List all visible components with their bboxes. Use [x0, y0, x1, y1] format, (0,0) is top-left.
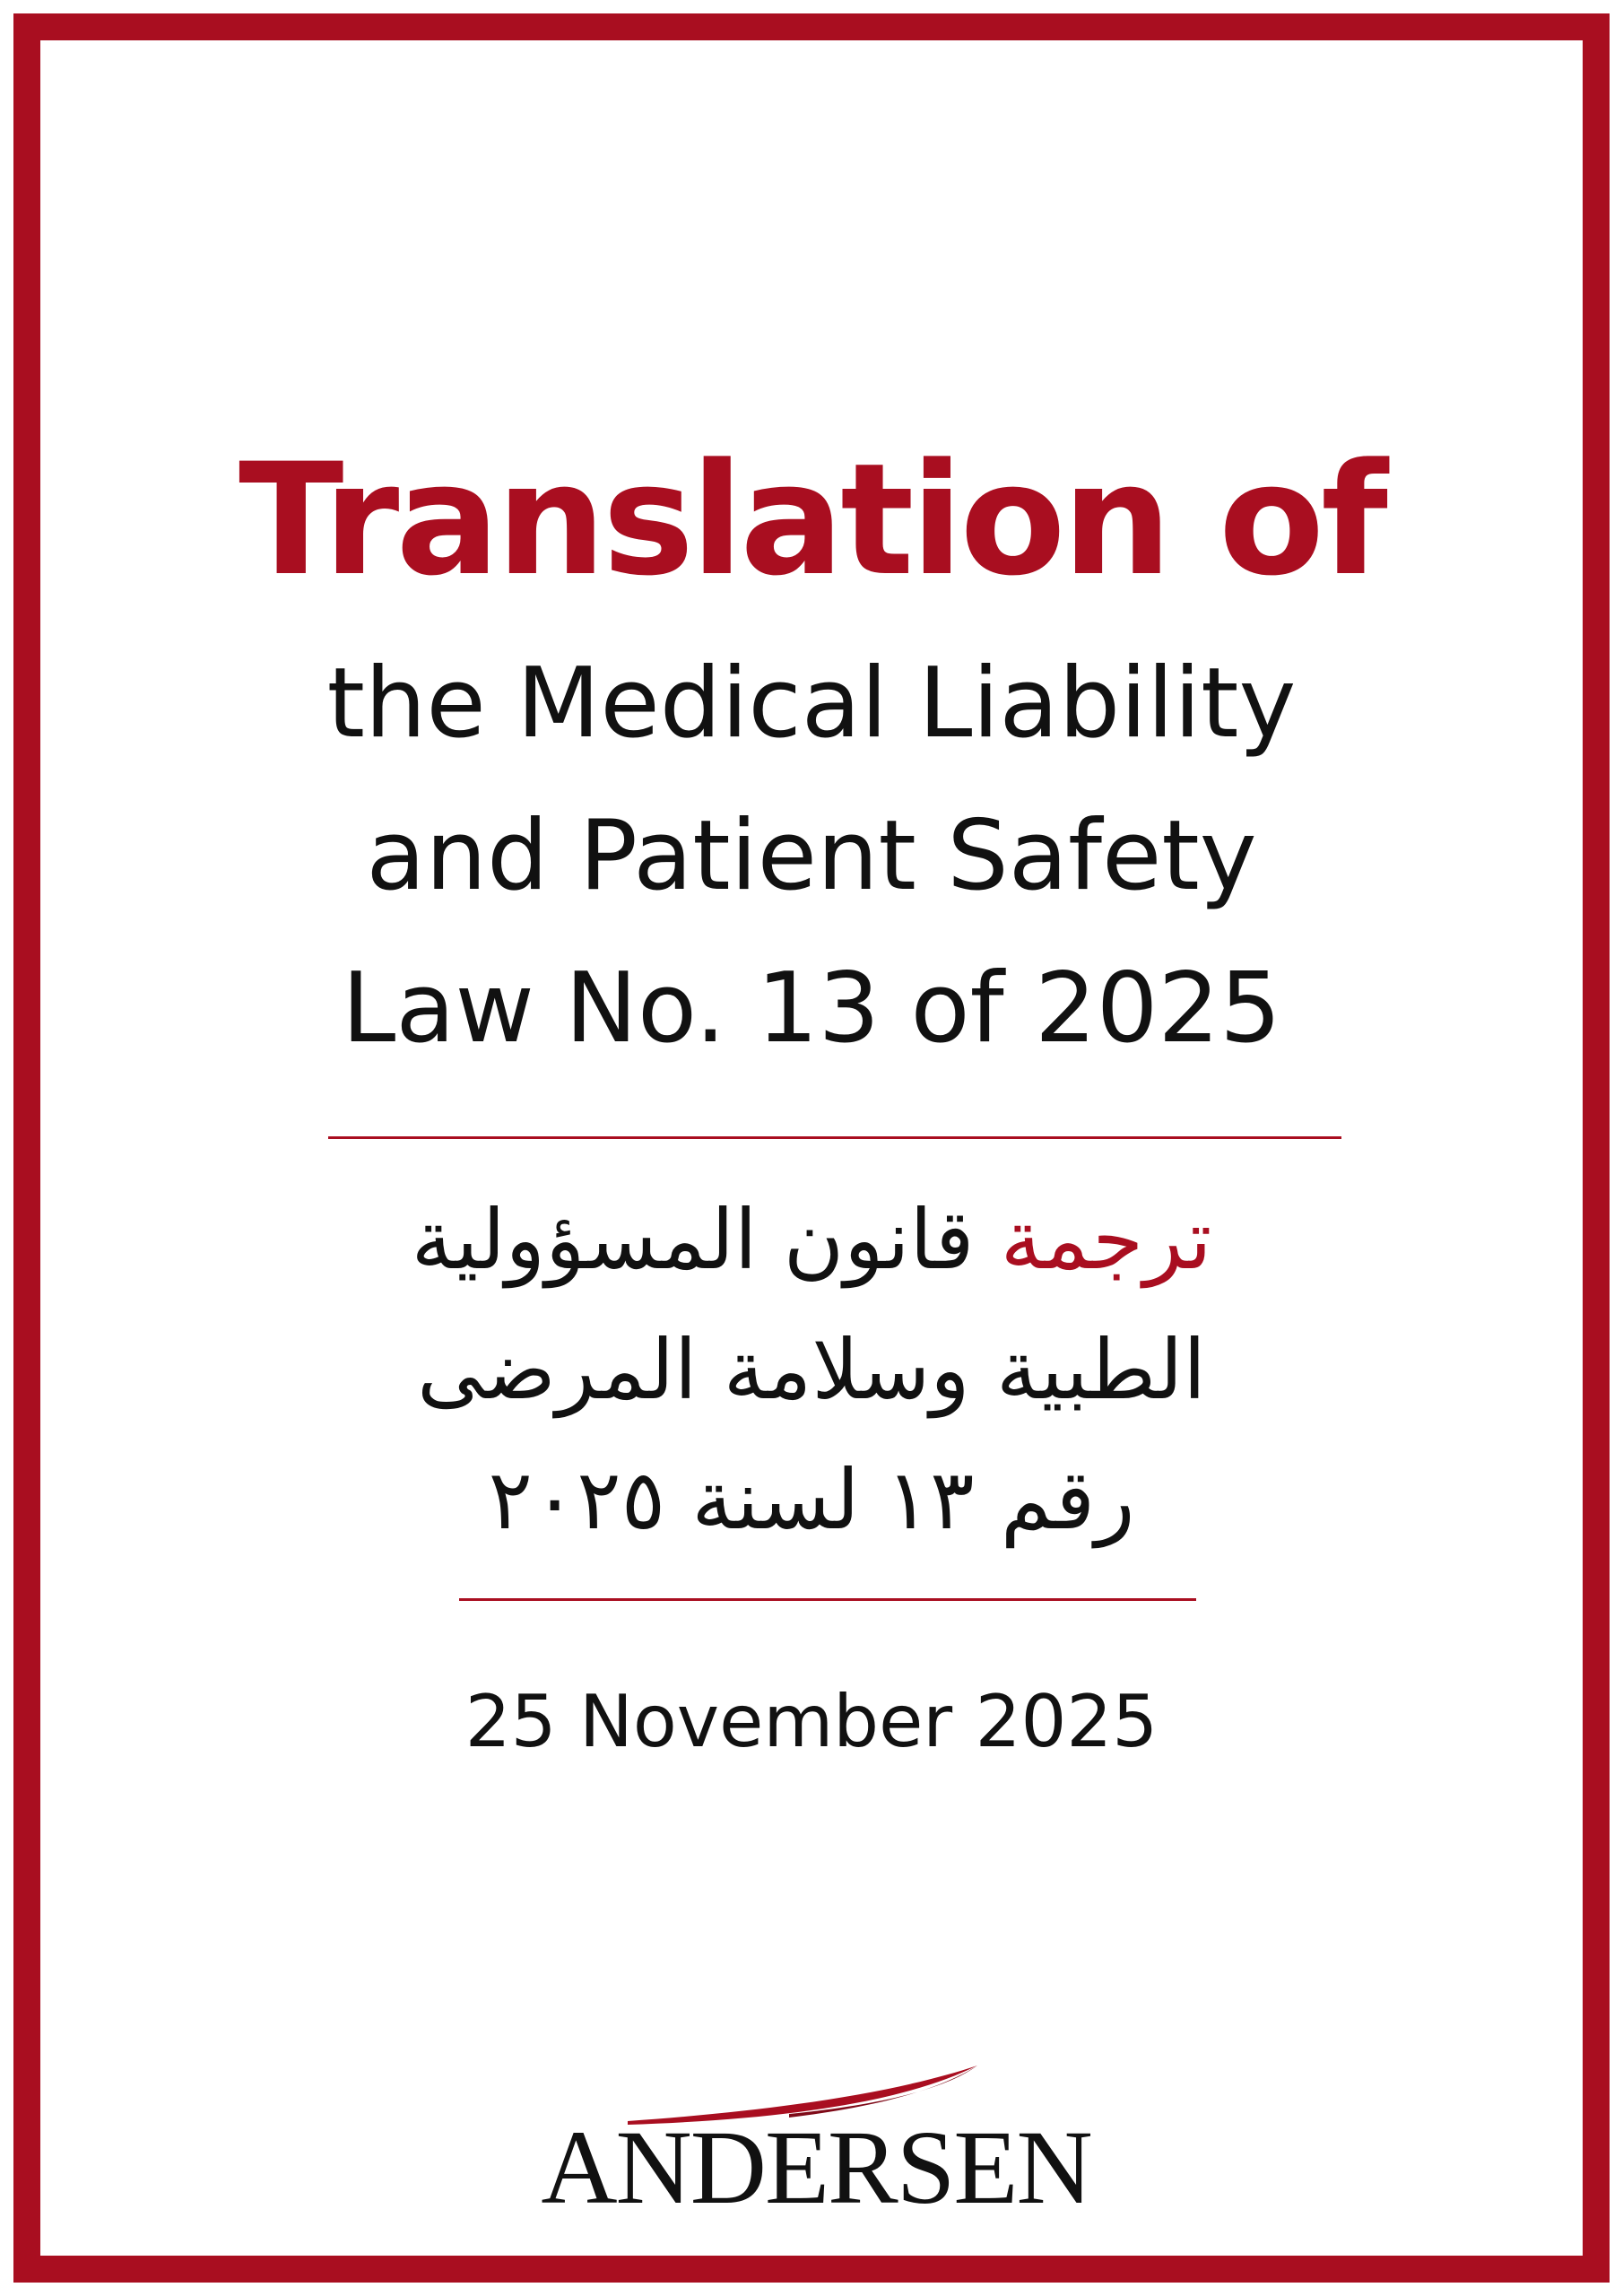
arabic-title-line-1 [0, 1175, 1623, 1305]
divider-top [328, 1136, 1341, 1139]
subtitle-line-3: Law No. 13 of 2025 [342, 952, 1281, 1065]
subtitle-line-1: the Medical Liability [326, 648, 1297, 760]
logo-wordmark: ANDERSEN [541, 2109, 1091, 2226]
andersen-logo [520, 2058, 1112, 2224]
page-border-frame [13, 13, 1610, 2283]
subtitle-line-2: and Patient Safety [366, 800, 1257, 912]
arabic-title-line-1-text: قانون المسؤولية [411, 1192, 975, 1288]
arabic-title-line-2: الطبية وسلامة المرضى [417, 1322, 1206, 1418]
title-main: Translation of [239, 430, 1384, 610]
arabic-title-line-3: رقم ١٣ لسنة ٢٠٢٥ [488, 1452, 1135, 1548]
divider-bottom [459, 1598, 1196, 1601]
publication-date: 25 November 2025 [464, 1680, 1159, 1763]
arabic-translation-word: ترجمة [1000, 1192, 1212, 1288]
